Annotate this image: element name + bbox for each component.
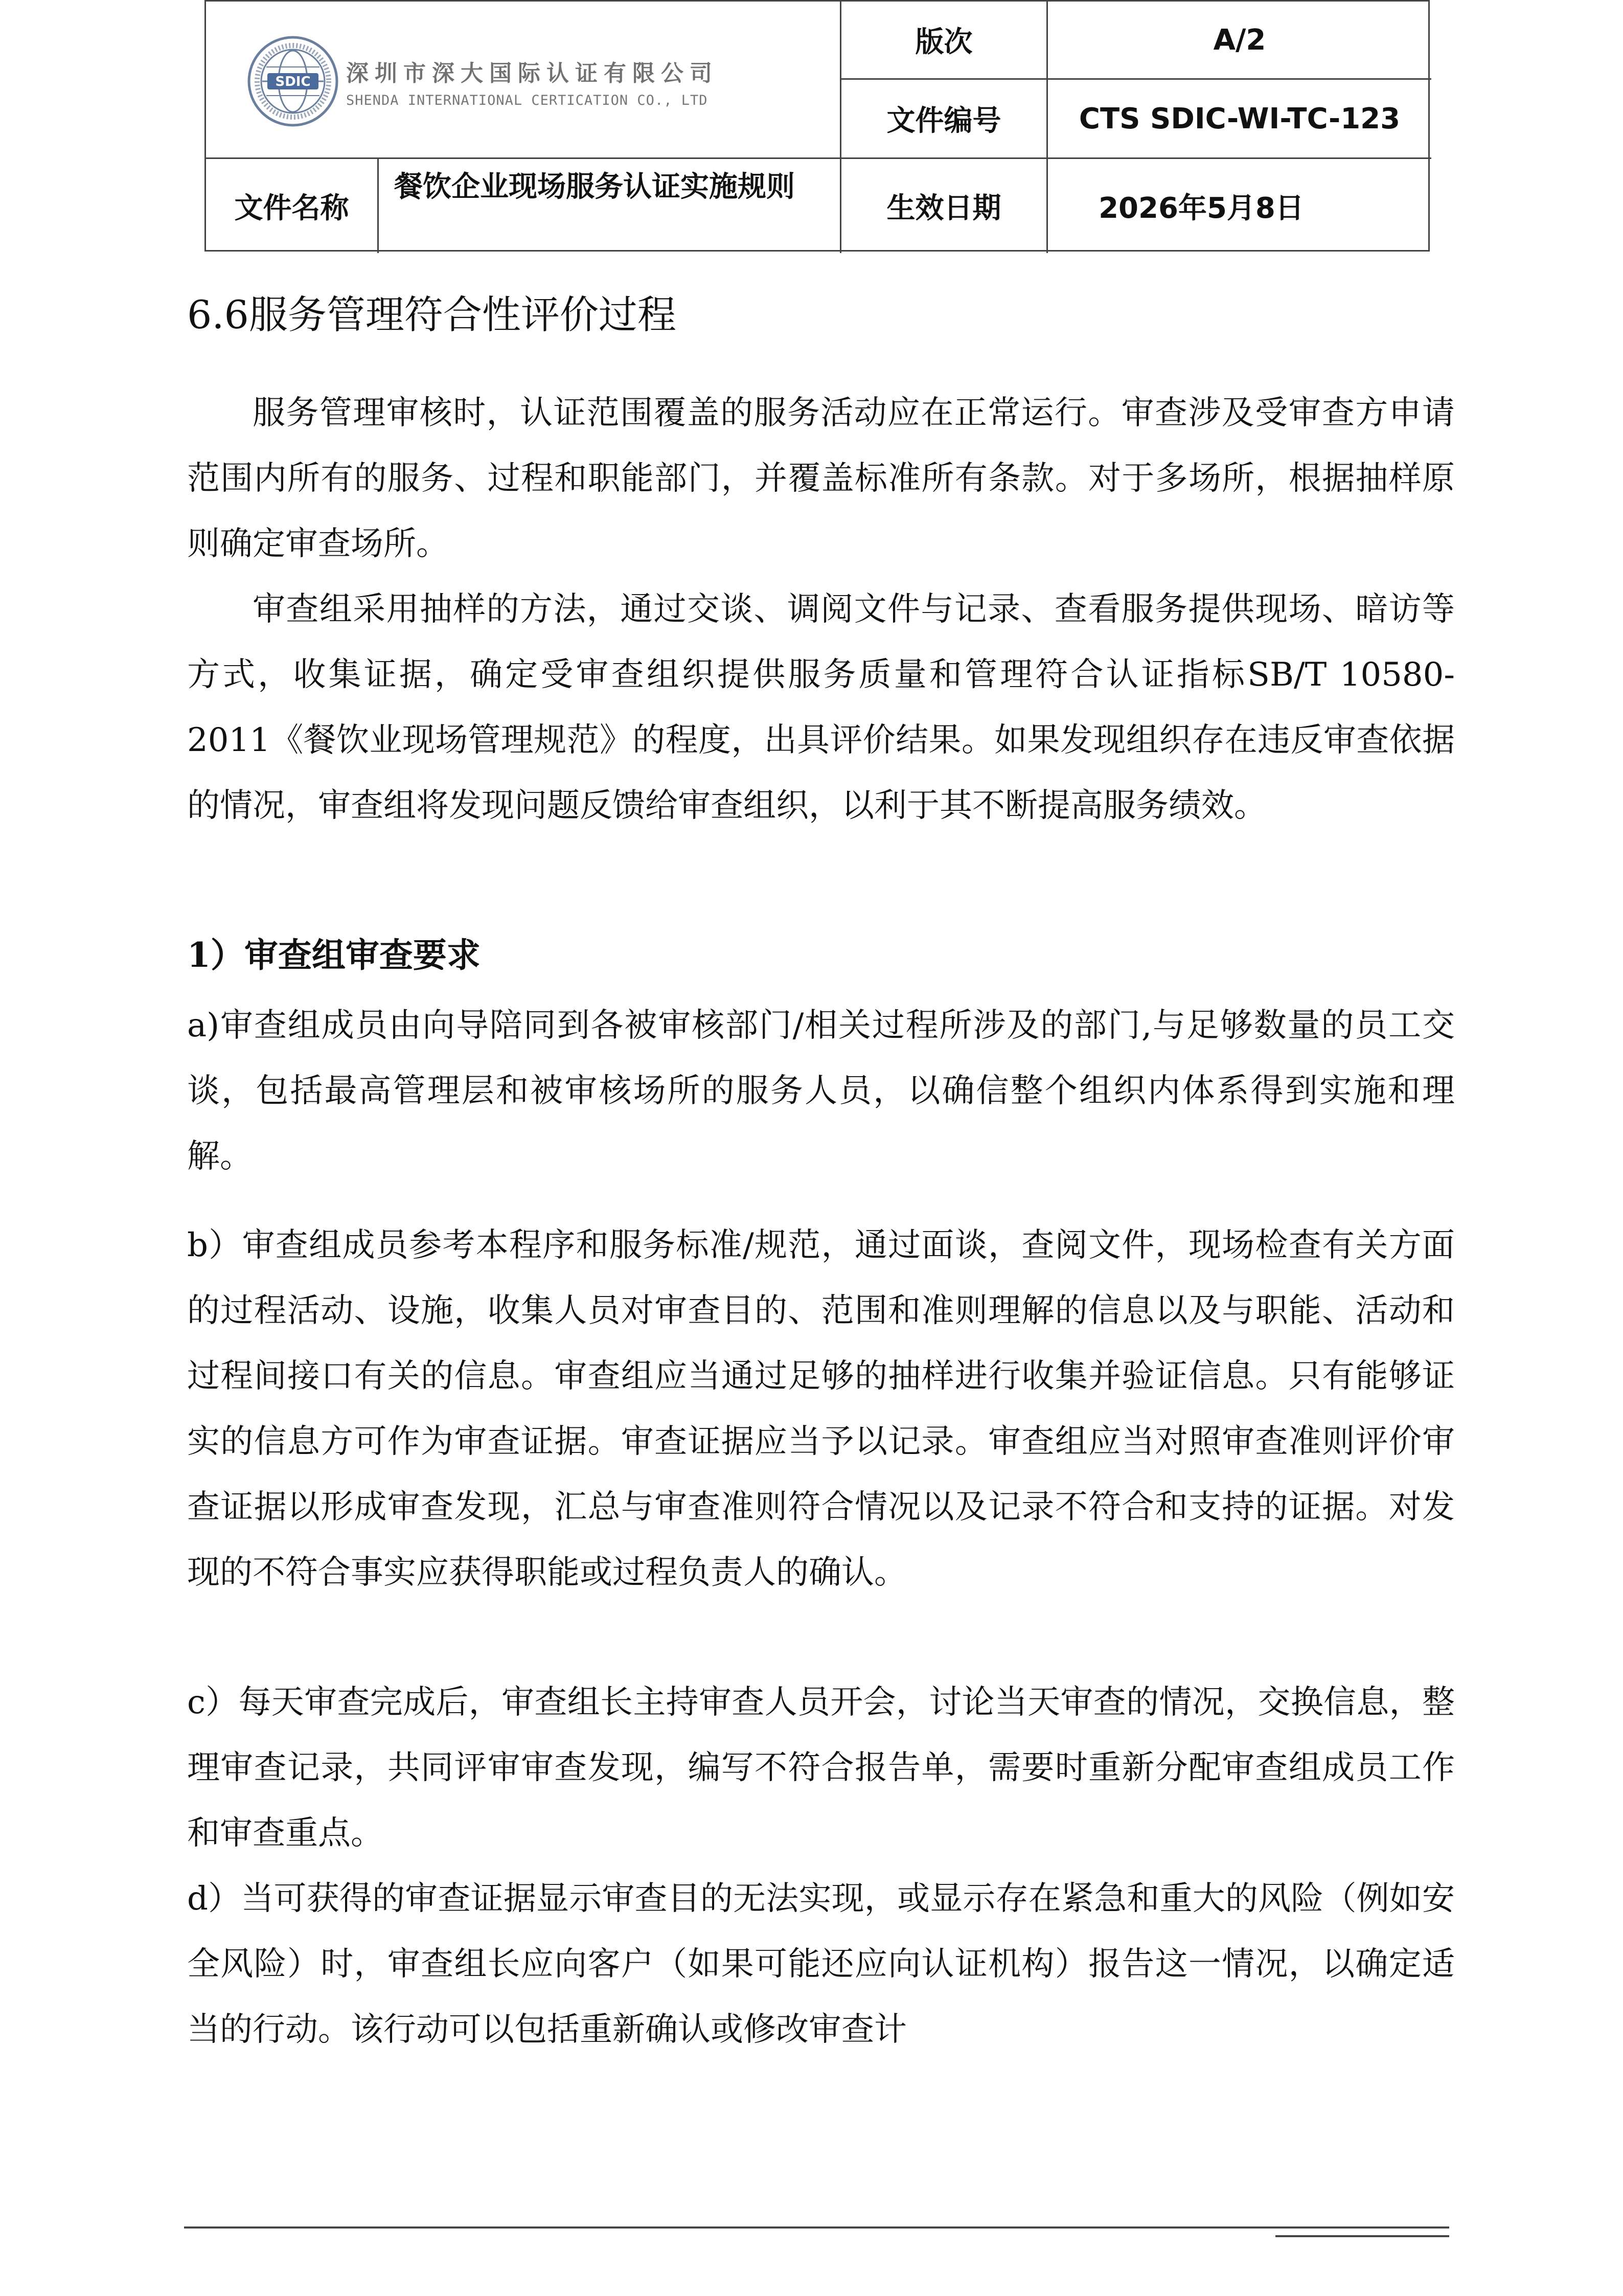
effective-date-label: 生效日期: [886, 192, 1001, 225]
svg-text:SDIC: SDIC: [275, 74, 311, 89]
version-value: A/2: [1213, 23, 1266, 57]
company-logo-block: [247, 35, 789, 127]
section-title: 6.6服务管理符合性评价过程: [187, 292, 676, 337]
footer-divider-short: [1275, 2235, 1449, 2237]
doc-name-label: 文件名称: [234, 192, 349, 225]
company-name-en: SHENDA INTERNATIONAL CERTICATION CO., LTD: [346, 92, 708, 108]
doc-number-value: CTS SDIC-WI-TC-123: [1079, 102, 1401, 135]
version-label: 版次: [915, 26, 973, 59]
doc-name-value: 餐饮企业现场服务认证实施规则: [394, 170, 795, 203]
globe-seal-icon: [247, 35, 339, 127]
paragraph-scope: 服务管理审核时，认证范围覆盖的服务活动应在正常运行。审查涉及受审查方申请范围内所有的服务、过程和职能部门，并覆盖标准所有条款。对于多场所，根据抽样原则确定审查场所。: [187, 394, 1455, 563]
subheading-audit-requirements: 1）审查组审查要求: [187, 935, 481, 975]
doc-number-label: 文件编号: [886, 104, 1001, 138]
company-name-cn: 深圳市深大国际认证有限公司: [346, 60, 718, 86]
effective-date-value: 2026年5月8日: [1099, 192, 1304, 225]
list-item-d: d）当可获得的审查证据显示审查目的无法实现，或显示存在紧急和重大的风险（例如安全风险）时，审查组长应向客户（如果可能还应向认证机构）报告这一情况，以确定适当的行动。该行动可以包括重新确认或修改审查计: [187, 1880, 1455, 2049]
document-header-table: [204, 0, 1430, 252]
footer-divider: [184, 2226, 1449, 2229]
paragraph-method: 审查组采用抽样的方法，通过交谈、调阅文件与记录、查看服务提供现场、暗访等方式，收集证据，确定受审查组织提供服务质量和管理符合认证指标SB/T 10580-2011《餐饮业现场管理规范》的程度，出具评价结果。如果发现组织存在违反审查依据的情况，审查组将发现问题反馈给审查组织，以利于其不断提高服务绩效。: [187, 590, 1455, 825]
list-item-c: c）每天审查完成后，审查组长主持审查人员开会，讨论当天审查的情况，交换信息，整理审查记录，共同评审审查发现，编写不符合报告单，需要时重新分配审查组成员工作和审查重点。: [187, 1684, 1455, 1852]
list-item-a: a)审查组成员由向导陪同到各被审核部门/相关过程所涉及的部门,与足够数量的员工交谈，包括最高管理层和被审核场所的服务人员，以确信整个组织内体系得到实施和理解。: [187, 1007, 1455, 1175]
list-item-b: b）审查组成员参考本程序和服务标准/规范，通过面谈，查阅文件，现场检查有关方面的过程活动、设施，收集人员对审查目的、范围和准则理解的信息以及与职能、活动和过程间接口有关的信息。审查组应当通过足够的抽样进行收集并验证信息。只有能够证实的信息方可作为审查证据。审查证据应当予以记录。审查组应当对照审查准则评价审查证据以形成审查发现，汇总与审查准则符合情况以及记录不符合和支持的证据。对发现的不符合事实应获得职能或过程负责人的确认。: [187, 1226, 1455, 1592]
